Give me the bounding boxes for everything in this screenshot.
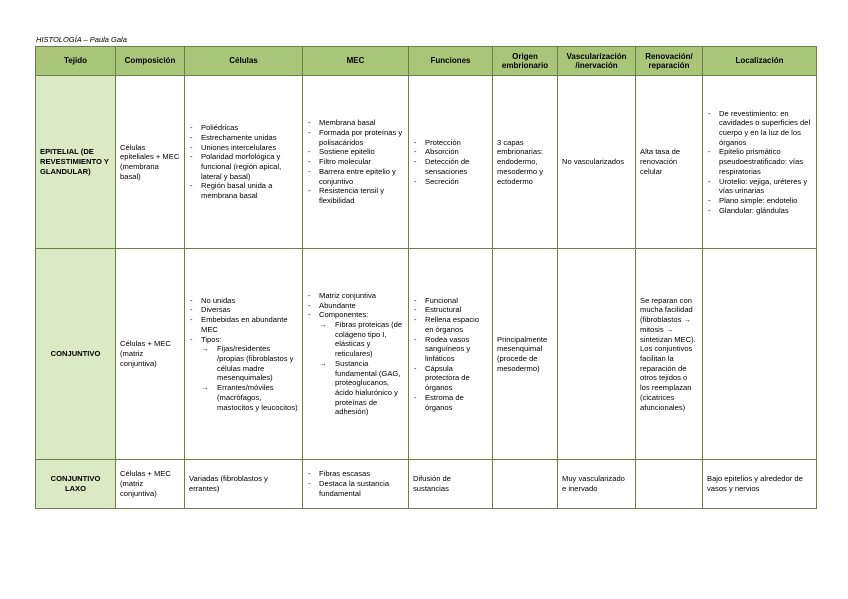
cell-renovacion: Alta tasa de renovación celular — [636, 76, 703, 249]
list-item: - Poliédricas — [189, 123, 298, 133]
list-item: - Estrechamente unidas — [189, 133, 298, 143]
cell-origen: Principalmente mesenquimal (procede de mesodermo) — [493, 249, 558, 460]
list-item: - Fibras escasas — [307, 469, 404, 479]
list-item: → Fijas/residentes /propias (fibroblastos y células madre mesenquimales) — [201, 344, 298, 383]
list-item: - Resistencia tensil y flexibilidad — [307, 186, 404, 205]
col-origen: Origen embrionario — [493, 47, 558, 76]
list-item: - Filtro molecular — [307, 157, 404, 167]
col-mec: MEC — [303, 47, 409, 76]
histology-table — [35, 46, 817, 509]
cell-vascularizacion — [558, 249, 636, 460]
table-row — [36, 76, 817, 249]
list-item: - Urotelio: vejiga, uréteres y vías urinarias — [707, 177, 812, 196]
list-item — [307, 310, 404, 417]
list-item: - Región basal unida a membrana basal — [189, 181, 298, 200]
cell-funciones — [409, 249, 493, 460]
cell-composicion: Células + MEC (matriz conjuntiva) — [116, 460, 185, 509]
list-item: - Rodea vasos sanguíneos y linfáticos — [413, 335, 488, 364]
list-item: - Polaridad morfológica y funcional (región apical, lateral y basal) — [189, 152, 298, 181]
cell-celulas — [185, 249, 303, 460]
col-tejido: Tejido — [36, 47, 116, 76]
cell-tejido: CONJUNTIVO — [36, 249, 116, 460]
cell-composicion: Células + MEC (matriz conjuntiva) — [116, 249, 185, 460]
list-item: → Fibras proteicas (de colágeno tipo I, elásticas y reticulares) — [319, 320, 404, 359]
list-item: - Secreción — [413, 177, 488, 187]
table-row — [36, 460, 817, 509]
list-item: - Plano simple: endotelio — [707, 196, 812, 206]
table-row — [36, 249, 817, 460]
list-item: - Estructural — [413, 305, 488, 315]
list-item: - Embebidas en abundante MEC — [189, 315, 298, 334]
cell-origen: 3 capas embrionarias: endodermo, mesodermo y ectodermo — [493, 76, 558, 249]
list-item: - Estroma de órganos — [413, 393, 488, 412]
cell-localizacion — [703, 249, 817, 460]
cell-mec — [303, 76, 409, 249]
col-funciones: Funciones — [409, 47, 493, 76]
cell-funciones: Difusión de sustancias — [409, 460, 493, 509]
list-item: - Protección — [413, 138, 488, 148]
col-composicion: Composición — [116, 47, 185, 76]
list-item: - Uniones intercelulares — [189, 143, 298, 153]
cell-composicion: Células epiteliales + MEC (membrana basal) — [116, 76, 185, 249]
list-item: → Errantes/móviles (macrófagos, mastocitos y leucocitos) — [201, 383, 298, 412]
cell-renovacion: Se reparan con mucha facilidad (fibroblastos → mitosis → sintetizan MEC). Los conjuntivos facilitan la reparación de otros tejidos o los reemplazan (cicatrices afuncionales) — [636, 249, 703, 460]
col-localizacion: Localización — [703, 47, 817, 76]
list-item: - Destaca la sustancia fundamental — [307, 479, 404, 498]
cell-origen — [493, 460, 558, 509]
list-item: - Formada por proteínas y polisacáridos — [307, 128, 404, 147]
cell-tejido: CONJUNTIVO LAXO — [36, 460, 116, 509]
list-item: - Matriz conjuntiva — [307, 291, 404, 301]
list-item: - Detección de sensaciones — [413, 157, 488, 176]
cell-tejido: EPITELIAL (DE REVESTIMIENTO Y GLANDULAR) — [36, 76, 116, 249]
list-item: - Cápsula protectora de órganos — [413, 364, 488, 393]
cell-celulas — [185, 76, 303, 249]
cell-funciones — [409, 76, 493, 249]
list-item: - Diversas — [189, 305, 298, 315]
list-item: - Rellena espacio en órganos — [413, 315, 488, 334]
col-celulas: Células — [185, 47, 303, 76]
header-row — [36, 47, 817, 76]
list-item: → Sustancia fundamental (GAG, proteoglucanos, ácido hialurónico y proteínas de adhesión) — [319, 359, 404, 417]
list-item-label: Tipos: — [201, 334, 222, 344]
cell-vascularizacion: No vascularizados — [558, 76, 636, 249]
list-item: - Sostiene epitelio — [307, 147, 404, 157]
list-item: - Abundante — [307, 301, 404, 311]
cell-mec — [303, 460, 409, 509]
list-item: - No unidas — [189, 296, 298, 306]
list-item: - Glandular: glándulas — [707, 206, 812, 216]
list-item-label: Componentes: — [319, 310, 369, 320]
list-item: - Barrera entre epitelio y conjuntivo — [307, 167, 404, 186]
col-renovacion: Renovación/ reparación — [636, 47, 703, 76]
list-item: - Funcional — [413, 296, 488, 306]
list-item: - Epitelio prismático pseudoestratificado: vías respiratorias — [707, 147, 812, 176]
list-item: - Absorción — [413, 147, 488, 157]
cell-celulas: Variadas (fibroblastos y errantes) — [185, 460, 303, 509]
cell-mec — [303, 249, 409, 460]
document-header: HISTOLOGÍA – Paula Gala — [36, 35, 127, 44]
cell-vascularizacion: Muy vascularizado e inervado — [558, 460, 636, 509]
cell-localizacion: Bajo epitelios y alrededor de vasos y nervios — [703, 460, 817, 509]
col-vascularizacion: Vascularización /inervación — [558, 47, 636, 76]
list-item — [189, 335, 298, 413]
list-item: - Membrana basal — [307, 118, 404, 128]
cell-localizacion — [703, 76, 817, 249]
list-item: - De revestimiento: en cavidades o superficies del cuerpo y en la luz de los órganos — [707, 109, 812, 148]
cell-renovacion — [636, 460, 703, 509]
